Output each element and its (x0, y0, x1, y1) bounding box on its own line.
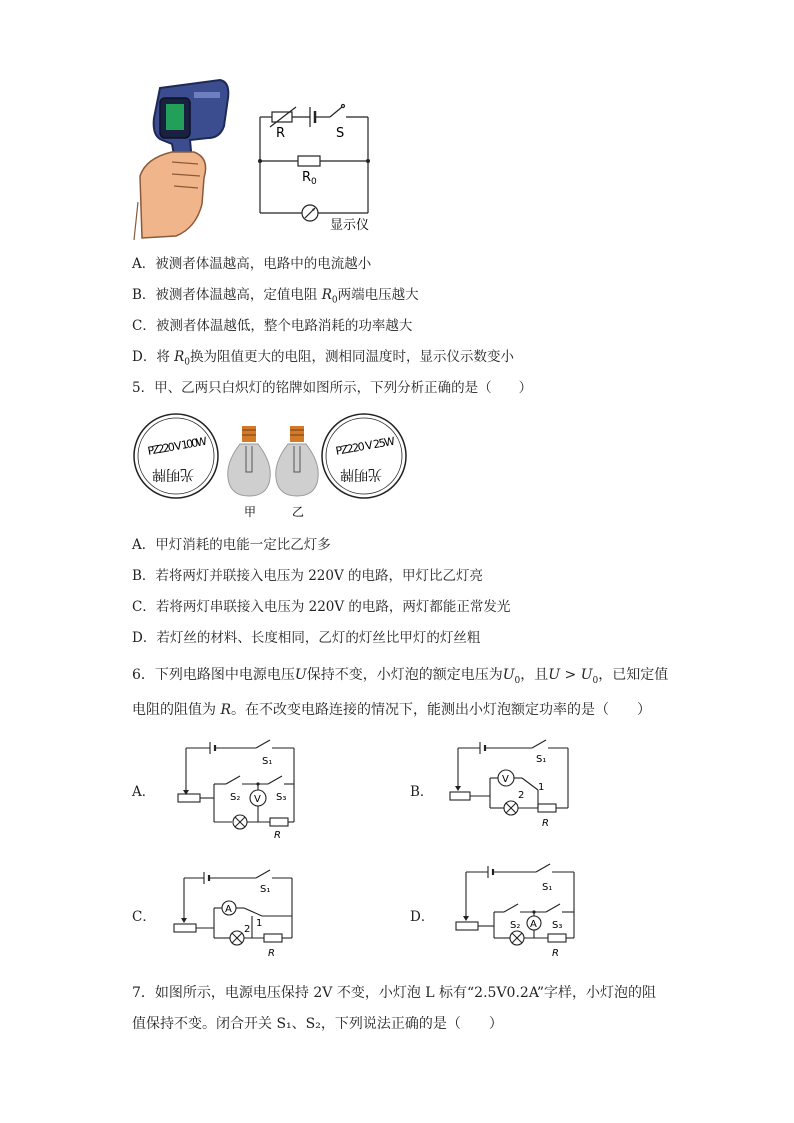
q6-option-c-letter: C． (132, 909, 156, 925)
q7-stem-line1: 7．如图所示，电源电压保持 2V 不变，小灯泡 L 标有“2.5V0.2A”字样，小灯泡的阻 (132, 985, 657, 1001)
bulb-label-yi: 乙 (292, 505, 305, 519)
q6-stem-line2: 电阻的阻值为 R。在不改变电路连接的情况下，能测出小灯泡额定功率的是（ ） (132, 702, 651, 718)
plate-left-brand: 光明牌 (152, 466, 194, 482)
q4-option-a: A．被测者体温越高，电路中的电流越小 (132, 256, 372, 272)
q6-option-d-letter: D． (410, 909, 435, 925)
d-label-s3: S₃ (552, 920, 563, 931)
bulb-jia-icon (228, 426, 271, 496)
q5-option-b: B．若将两灯并联接入电压为 220V 的电路，甲灯比乙灯亮 (132, 568, 484, 584)
q6-stem-line1: 6．下列电路图中电源电压U保持不变，小灯泡的额定电压为$U_0$，且$U > U_0$，已知定值 (132, 667, 669, 686)
a-label-v: V (254, 794, 261, 805)
b-label-2: 2 (518, 790, 525, 801)
plate-right-brand: 光明牌 (340, 466, 382, 482)
plate-left-rating: PZ220 V 100W (146, 434, 209, 458)
b-label-v: V (502, 774, 509, 785)
thermometer-gun-figure (132, 78, 232, 240)
c-label-s1: S₁ (260, 884, 271, 895)
d-label-s2: S₂ (510, 920, 521, 931)
c-label-a: A (225, 904, 232, 915)
circuit-a (170, 738, 310, 838)
circuit-c (170, 868, 310, 968)
a-label-s2: S₂ (230, 792, 241, 803)
d-label-r: R (552, 948, 559, 959)
plate-right-rating: PZ220 V 25W (334, 434, 397, 458)
b-label-r: R (542, 818, 549, 829)
a-label-r: R (274, 830, 281, 838)
c-label-2: 2 (244, 924, 251, 935)
q7-stem-line2: 值保持不变。闭合开关 S₁、S₂，下列说法正确的是（ ） (132, 1016, 503, 1032)
a-label-s3: S₃ (276, 792, 287, 803)
c-label-r: R (268, 948, 275, 959)
bulb-plates-figure (132, 410, 412, 522)
q6-option-b-letter: B． (410, 784, 434, 800)
b-label-1: 1 (538, 782, 545, 793)
q4-option-b: B．被测者体温越高，定值电阻 $R_0$两端电压越大 (132, 287, 419, 306)
circuit-b (446, 738, 586, 838)
d-label-a: A (530, 919, 537, 930)
label-r: R (276, 126, 286, 141)
label-display: 显示仪 (330, 218, 370, 233)
q5-stem: 5．甲、乙两只白炽灯的铭牌如图所示，下列分析正确的是（ ） (132, 380, 533, 396)
circuit-diagram-top (250, 95, 390, 235)
q5-option-c: C．若将两灯串联接入电压为 220V 的电路，两灯都能正常发光 (132, 599, 511, 615)
c-label-1: 1 (256, 918, 263, 929)
q4-option-c: C．被测者体温越低，整个电路消耗的功率越大 (132, 318, 413, 334)
label-r0: $R_0$ (302, 170, 317, 187)
q4-option-d: D．将 $R_0$换为阻值更大的电阻，测相同温度时，显示仪示数变小 (132, 349, 515, 368)
d-label-s1: S₁ (542, 882, 553, 893)
q6-option-a-letter: A． (132, 784, 156, 800)
bulb-yi-icon (276, 426, 319, 496)
a-label-s1: S₁ (262, 756, 273, 767)
q5-option-d: D．若灯丝的材料、长度相同，乙灯的灯丝比甲灯的灯丝粗 (132, 630, 481, 646)
bulb-label-jia: 甲 (244, 505, 257, 519)
circuit-d (446, 862, 586, 962)
q5-option-a: A．甲灯消耗的电能一定比乙灯多 (132, 537, 331, 553)
label-s: S (336, 126, 345, 141)
b-label-s1: S₁ (536, 754, 547, 765)
